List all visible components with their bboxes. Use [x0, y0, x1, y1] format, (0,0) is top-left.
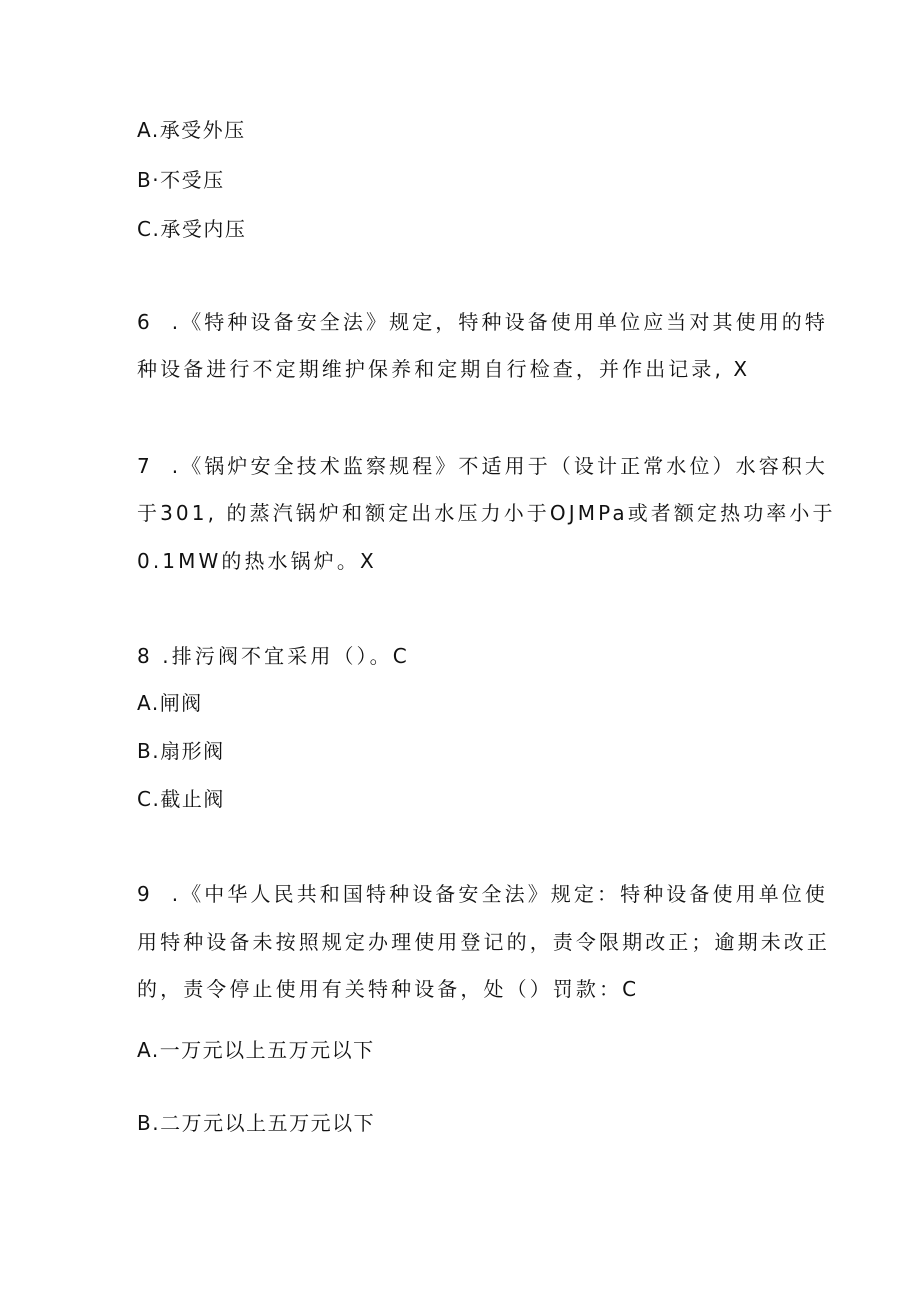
question-9-option-b: B.二万元以上五万元以下 — [137, 1111, 376, 1135]
question-6-line-1: 6 .《特种设备安全法》规定，特种设备使用单位应当对其使用的特 — [137, 310, 828, 334]
question-9-option-a: A.一万元以上五万元以下 — [137, 1038, 375, 1062]
option-a: A.承受外压 — [137, 118, 246, 142]
question-9-line-3: 的，责令停止使用有关特种设备，处（）罚款：C — [137, 977, 640, 1001]
question-6-line-2: 种设备进行不定期维护保养和定期自行检查，并作出记录, X — [137, 357, 751, 381]
question-9-line-1: 9 .《中华人民共和国特种设备安全法》规定：特种设备使用单位使 — [137, 882, 828, 906]
option-b: B·不受压 — [137, 168, 225, 192]
question-8-option-b: B.扇形阀 — [137, 739, 225, 763]
question-8-option-a: A.闸阀 — [137, 691, 203, 715]
question-7-line-3: 0.1MW的热水锅炉。X — [137, 549, 377, 573]
question-7-line-1: 7 .《锅炉安全技术监察规程》不适用于（设计正常水位）水容积大 — [137, 454, 828, 478]
question-8-line-1: 8 .排污阀不宜采用（）。C — [137, 644, 410, 668]
option-c: C.承受内压 — [137, 217, 247, 241]
question-9-line-2: 用特种设备未按照规定办理使用登记的，责令限期改正；逾期未改正 — [137, 930, 830, 954]
question-7-line-2: 于301, 的蒸汽锅炉和额定出水压力小于OJMPa或者额定热功率小于 — [137, 501, 836, 525]
question-8-option-c: C.截止阀 — [137, 787, 225, 811]
